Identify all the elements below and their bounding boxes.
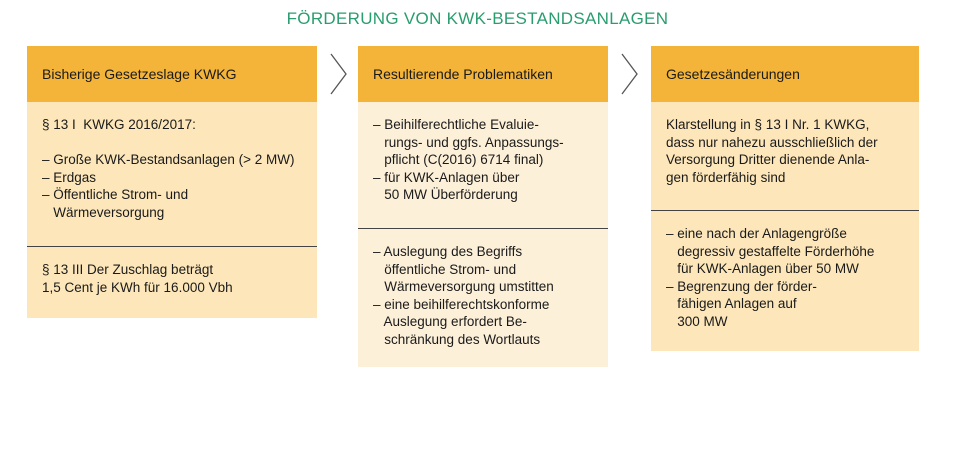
text-line: § 13 III Der Zuschlag beträgt — [42, 262, 214, 277]
text-line: Wärmeversorgung umstitten — [373, 279, 554, 294]
text-line: – für KWK-Anlagen über — [373, 169, 520, 185]
text-line: Klarstellung in § 13 I Nr. 1 KWKG, — [666, 117, 870, 132]
text-line: – eine beihilferechtskonforme — [373, 296, 550, 312]
text-line: Auslegung erfordert Be- — [373, 314, 527, 329]
text-line: gen förderfähig sind — [666, 169, 786, 185]
text-line: – Auslegung des Begriffs — [373, 244, 523, 259]
text-line: 300 MW — [666, 313, 728, 329]
text-line: rungs- und ggfs. Anpassungs- — [373, 134, 564, 150]
text-line — [42, 134, 303, 152]
text-line: – eine nach der Anlagengröße — [666, 226, 847, 241]
column-current-law — [27, 46, 317, 318]
text-line: – Öffentliche Strom- und — [42, 187, 189, 202]
text-block — [27, 102, 317, 246]
text-block — [358, 102, 608, 228]
column-header: Resultierende Problematiken — [358, 46, 608, 102]
text-line: – Beihilferechtliche Evaluie- — [373, 117, 539, 132]
text-line: – Große KWK-Bestandsanlagen (> 2 MW) — [42, 152, 295, 167]
text-line: für KWK-Anlagen über 50 MW — [666, 261, 859, 276]
text-line: Wärmeversorgung — [42, 204, 165, 220]
text-line: dass nur nahezu ausschließlich der — [666, 134, 878, 150]
text-line: – Erdgas — [42, 169, 97, 185]
text-line: Versorgung Dritter dienende Anla- — [666, 152, 870, 167]
text-block — [358, 229, 608, 367]
column-header: Bisherige Gesetzeslage KWKG — [27, 46, 317, 102]
text-line: öffentliche Strom- und — [373, 261, 517, 277]
text-line: degressiv gestaffelte Förderhöhe — [666, 243, 875, 259]
column-header: Gesetzesänderungen — [651, 46, 919, 102]
text-block — [27, 247, 317, 318]
text-line: 50 MW Überförderung — [373, 187, 518, 202]
text-line: 1,5 Cent je KWh für 16.000 Vbh — [42, 279, 233, 295]
column-problems — [358, 46, 608, 367]
chevron-right-icon — [619, 51, 641, 97]
text-block — [651, 211, 919, 351]
page-title: FÖRDERUNG VON KWK-BESTANDSANLAGEN — [286, 9, 669, 28]
text-line: schränkung des Wortlauts — [373, 331, 541, 347]
column-law-changes — [651, 46, 919, 351]
text-block — [651, 102, 919, 210]
text-line: fähigen Anlagen auf — [666, 296, 797, 311]
chevron-right-icon — [328, 51, 350, 97]
text-line: pflicht (C(2016) 6714 final) — [373, 152, 544, 167]
text-line: – Begrenzung der förder- — [666, 278, 817, 294]
text-line: § 13 I KWKG 2016/2017: — [42, 117, 196, 132]
